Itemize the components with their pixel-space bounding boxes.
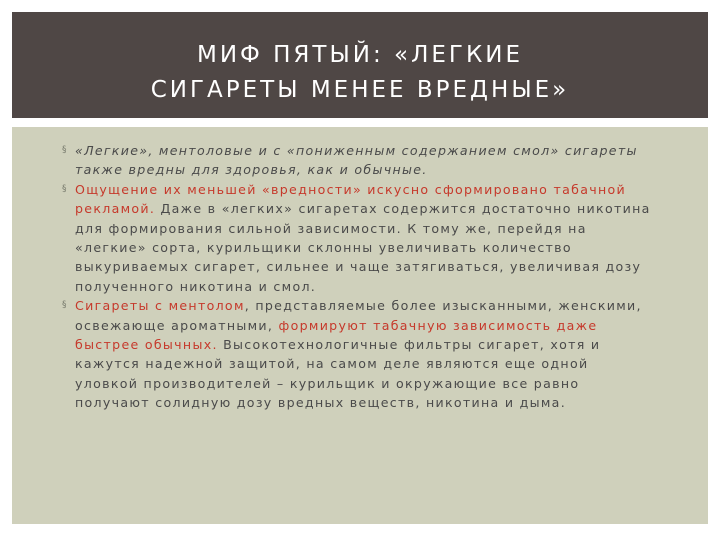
bullet-3-highlight-1: Сигареты с ментолом [75,298,245,314]
section-sign-icon: § [62,145,68,155]
bullet-list [62,141,651,413]
title-line-2: СИГАРЕТЫ МЕНЕЕ ВРЕДНЫЕ» [150,77,570,103]
bullet-3-text-2: Высокотехнологичные фильтры сигарет, хотя и кажутся надежной защитой, на самом деле являются еще одной уловкой производителей – курильщик и окружающие все равно получают солидную дозу вредных веществ, никотина и дыма. [75,337,601,411]
title-band [12,12,708,118]
bullet-1-text: «Легкие», ментоловые и с «пониженным содержанием смол» сигареты также вредны для здоровья, как и обычные. [75,143,638,178]
title-line-1: МИФ ПЯТЫЙ: «ЛЕГКИЕ [196,42,524,68]
bullet-item-3 [62,296,651,412]
bullet-3-highlight-2: формируют табачную зависимость даже быстрее обычных. [75,317,598,353]
section-sign-icon: § [62,300,68,311]
bullet-2-highlight: Ощущение их меньшей «вредности» искусно сформировано табачной рекламой. [75,181,626,217]
bullet-2-text: Даже в «легких» сигаретах содержится достаточно никотина для формирования сильной зависимости. К тому же, перейдя на «легкие» сорта, курильщики склонны увеличивать количество выкуриваемых сигарет, сильнее и чаще затягиваться, увеличивая дозу полученного никотина и смол. [75,201,651,294]
section-sign-icon: § [62,183,68,194]
slide-title [12,38,708,108]
bullet-item-1 [62,141,651,180]
bullet-item-2 [62,180,651,296]
bullet-3-text-1: , представляемые более изысканными, женскими, освежающе ароматными, [75,298,642,333]
